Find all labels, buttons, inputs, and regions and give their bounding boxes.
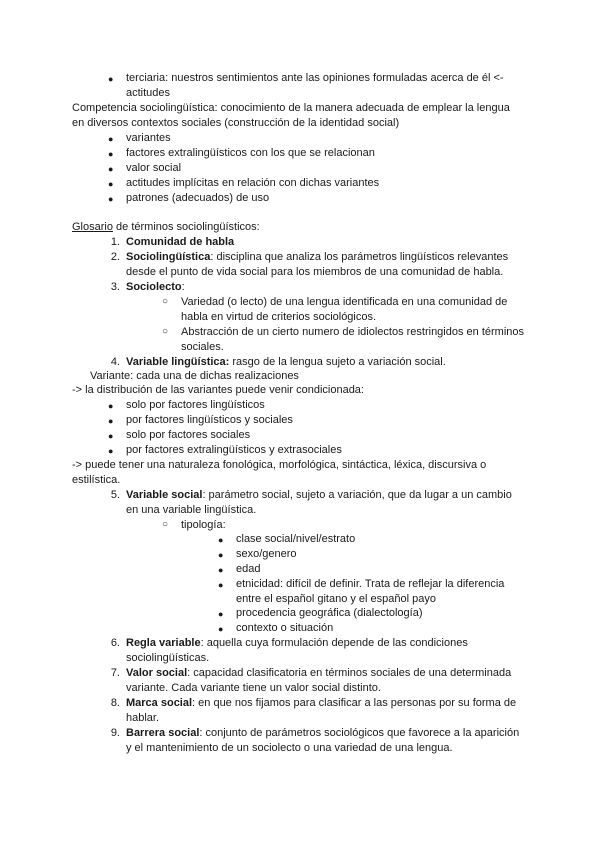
item-number: 9.: [110, 727, 120, 739]
competencia-line-1: Competencia sociolingüística: conocimiento de la manera adecuada de emplear la lengua: [72, 102, 510, 114]
item-number: 7.: [110, 667, 120, 679]
sociolecto-sub-2: Abstracción de un cierto numero de idiolectos restringidos en términos: [181, 326, 525, 338]
bullet-icon: ●: [108, 446, 114, 456]
list-item: sexo/genero: [236, 548, 297, 560]
variante-line: Variante: cada una de dichas realizaciones: [90, 370, 299, 382]
item-number: 2.: [110, 251, 120, 263]
bullet-icon: ●: [218, 580, 224, 590]
sociolecto-sub-1: Variedad (o lecto) de una lengua identificada en una comunidad de: [181, 296, 508, 308]
item-number: 4.: [110, 356, 120, 368]
circle-bullet-icon: ○: [162, 296, 169, 307]
bullet-icon: ●: [108, 431, 114, 441]
list-item: actitudes implícitas en relación con dichas variantes: [126, 177, 380, 189]
glosario-heading: Glosario de términos sociolingüísticos:: [72, 221, 260, 233]
glossary-item-5-cont: en una variable lingüística.: [126, 504, 257, 516]
glossary-item-9-cont: y el mantenimiento de un sociolecto o una variedad de una lengua.: [126, 742, 453, 754]
item-number: 1.: [110, 236, 120, 248]
distribucion-line: -> la distribución de las variantes puede venir condicionada:: [72, 384, 364, 396]
circle-bullet-icon: ○: [162, 326, 169, 337]
glossary-item-5: Variable social: parámetro social, sujeto a variación, que da lugar a un cambio: [126, 489, 512, 501]
list-item: factores extralingüísticos con los que se relacionan: [126, 147, 375, 159]
competencia-line-2: en diversos contextos sociales (construcción de la identidad social): [72, 117, 400, 129]
glossary-item-6-cont: sociolingüísticas.: [126, 652, 210, 664]
sociolecto-sub-1-cont: habla en virtud de criterios sociológicos.: [181, 311, 377, 323]
list-item: clase social/nivel/estrato: [236, 533, 356, 545]
glossary-item-8-cont: hablar.: [126, 712, 160, 724]
list-item: por factores extralingüísticos y extrasociales: [126, 444, 342, 456]
sociolecto-sub-2-cont: sociales.: [181, 341, 224, 353]
item-number: 3.: [110, 281, 120, 293]
list-item: por factores lingüísticos y sociales: [126, 414, 293, 426]
bullet-icon: ●: [108, 149, 114, 159]
bullet-icon: ●: [218, 624, 224, 634]
list-item: patrones (adecuados) de uso: [126, 192, 270, 204]
glossary-item-2: Sociolingüística: disciplina que analiza los parámetros lingüísticos relevantes: [126, 251, 509, 263]
glossary-item-8: Marca social: en que nos fijamos para clasificar a las personas por su forma de: [126, 697, 517, 709]
list-item: etnicidad: difícil de definir. Trata de reflejar la diferencia: [236, 578, 505, 590]
list-item: variantes: [126, 132, 171, 144]
list-item: procedencia geográfica (dialectología): [236, 607, 423, 619]
bullet-icon: ●: [108, 74, 114, 84]
glossary-item-1: Comunidad de habla: [126, 236, 235, 248]
list-item: solo por factores sociales: [126, 429, 251, 441]
glossary-item-7-cont: variante. Cada variante tiene un valor social distinto.: [126, 682, 381, 694]
tipologia-label: tipología:: [181, 519, 226, 531]
list-item: solo por factores lingüísticos: [126, 399, 265, 411]
glossary-item-7: Valor social: capacidad clasificatoria en términos sociales de una determinada: [126, 667, 512, 679]
bullet-icon: ●: [108, 164, 114, 174]
list-item: valor social: [126, 162, 182, 174]
list-item-cont: entre el español gitano y el español payo: [236, 593, 436, 605]
glossary-item-9: Barrera social: conjunto de parámetros sociológicos que favorece a la aparición: [126, 727, 520, 739]
bullet-icon: ●: [218, 609, 224, 619]
terciaria-line-1: terciaria: nuestros sentimientos ante las opiniones formuladas acerca de él <-: [126, 72, 504, 84]
glossary-item-6: Regla variable: aquella cuya formulación depende de las condiciones: [126, 637, 468, 649]
bullet-icon: ●: [218, 565, 224, 575]
bullet-icon: ●: [108, 416, 114, 426]
terciaria-line-2: actitudes: [126, 87, 171, 99]
glossary-item-3: Sociolecto:: [126, 281, 185, 293]
glossary-item-2-cont: desde el punto de vida social para los miembros de una comunidad de habla.: [126, 266, 504, 278]
bullet-icon: ●: [218, 535, 224, 545]
bullet-icon: ●: [108, 134, 114, 144]
list-item: contexto o situación: [236, 622, 334, 634]
bullet-icon: ●: [218, 550, 224, 560]
naturaleza-line-2: estilística.: [72, 474, 121, 486]
item-number: 8.: [110, 697, 120, 709]
item-number: 5.: [110, 489, 120, 501]
circle-bullet-icon: ○: [162, 519, 169, 530]
glossary-item-4: Variable lingüística: rasgo de la lengua sujeto a variación social.: [126, 356, 446, 368]
bullet-icon: ●: [108, 401, 114, 411]
item-number: 6.: [110, 637, 120, 649]
list-item: edad: [236, 563, 261, 575]
bullet-icon: ●: [108, 194, 114, 204]
glosario-link[interactable]: Glosario: [72, 221, 113, 233]
naturaleza-line-1: -> puede tener una naturaleza fonológica, morfológica, sintáctica, léxica, discursiva o: [72, 459, 487, 471]
bullet-icon: ●: [108, 179, 114, 189]
